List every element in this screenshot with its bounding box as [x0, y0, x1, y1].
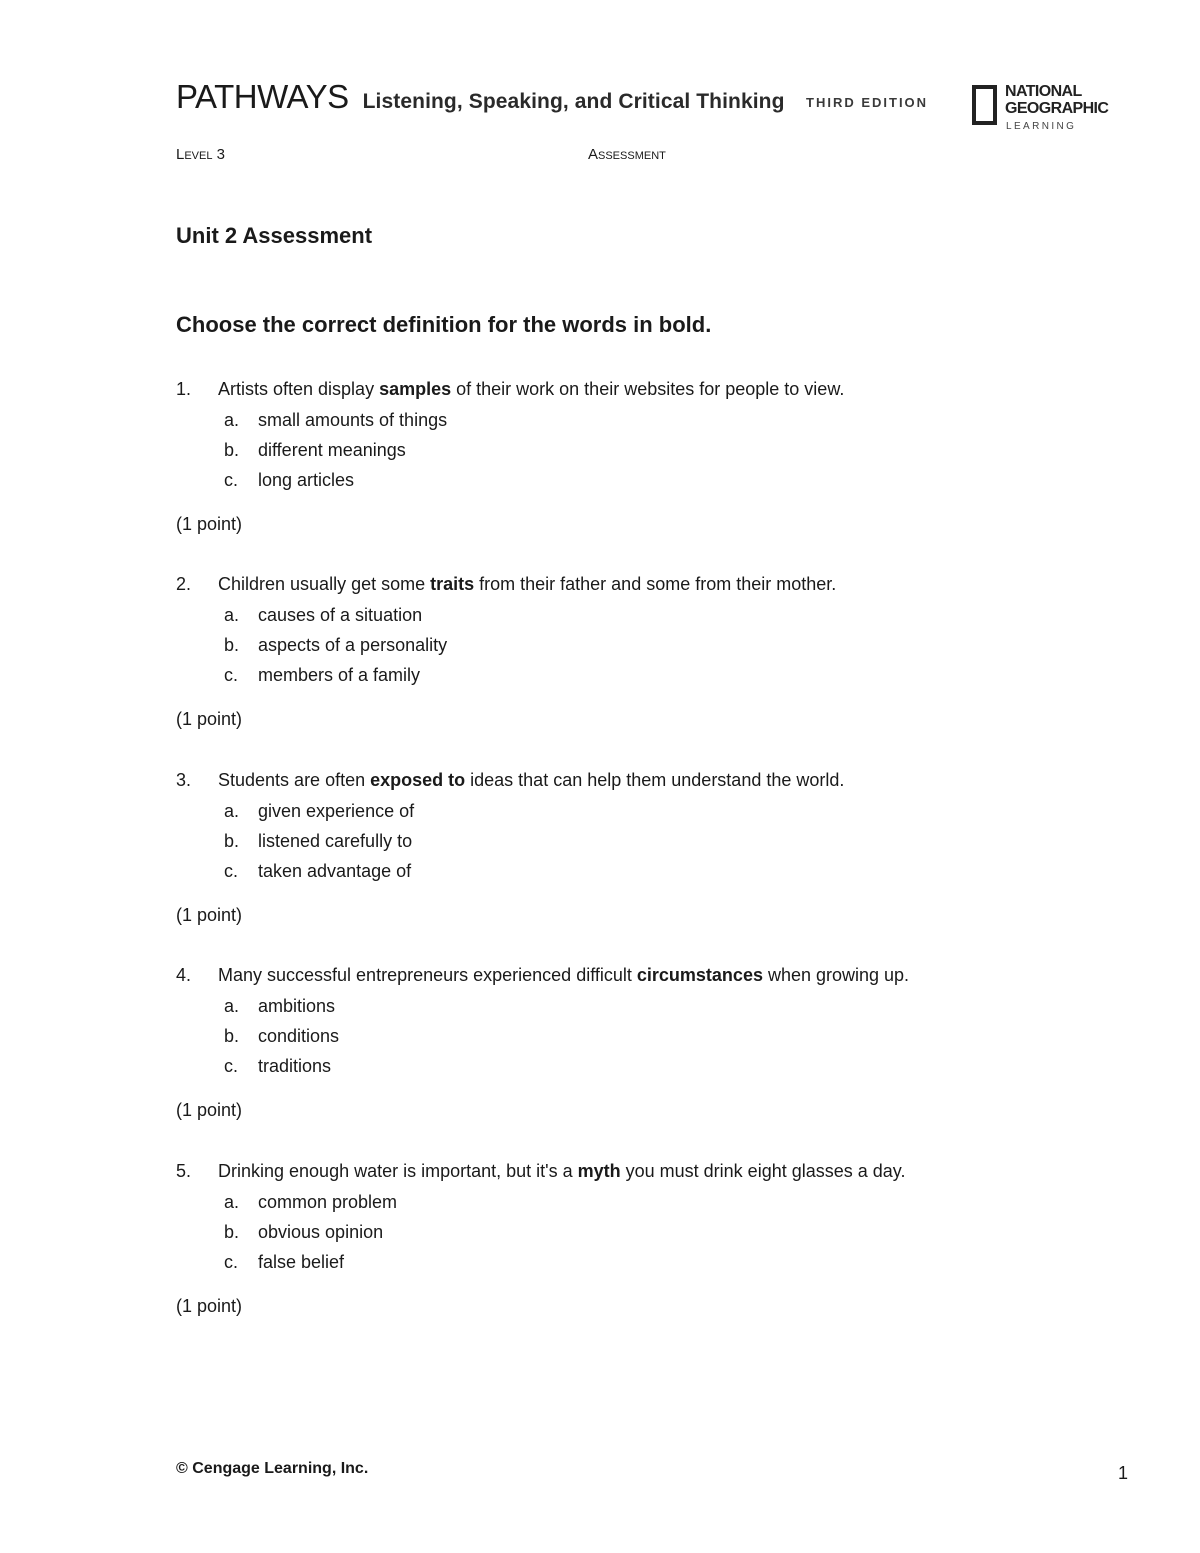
option-text: given experience of	[258, 801, 415, 821]
option-text: listened carefully to	[258, 831, 413, 851]
question-number: 3.	[176, 770, 192, 790]
option-text: traditions	[258, 1056, 332, 1076]
option-letter: a.	[224, 1192, 240, 1212]
option-letter: c.	[224, 1056, 239, 1076]
option-letter: c.	[224, 470, 239, 490]
logo-line-geographic: GEOGRAPHIC	[1005, 100, 1109, 117]
option-letter: c.	[224, 1252, 239, 1272]
copyright-notice: © Cengage Learning, Inc.	[176, 1460, 369, 1477]
question-text: Many successful entrepreneurs experienced difficult circumstances when growing up.	[218, 965, 910, 985]
option-text: aspects of a personality	[258, 635, 448, 655]
point-value: (1 point)	[176, 905, 243, 925]
option-text: obvious opinion	[258, 1222, 384, 1242]
point-value: (1 point)	[176, 1296, 243, 1316]
option-letter: b.	[224, 440, 240, 460]
question-2	[176, 573, 1076, 730]
pathways-brand	[176, 78, 785, 118]
question-text: Children usually get some traits from their father and some from their mother.	[218, 574, 837, 594]
option-letter: b.	[224, 831, 240, 851]
point-value: (1 point)	[176, 709, 243, 729]
option-c	[176, 860, 1076, 890]
instruction-heading: Choose the correct definition for the words in bold.	[176, 312, 712, 337]
pathways-wordmark: PATHWAYS	[176, 78, 349, 115]
level-label: Level 3	[176, 146, 225, 163]
option-text: ambitions	[258, 996, 336, 1016]
question-text: Drinking enough water is important, but it's a myth you must drink eight glasses a day.	[218, 1161, 906, 1181]
logo-line-learning: LEARNING	[1006, 121, 1077, 132]
question-stem	[176, 769, 1076, 800]
question-number: 1.	[176, 379, 192, 399]
option-text: common problem	[258, 1192, 398, 1212]
option-letter: a.	[224, 605, 240, 625]
option-text: taken advantage of	[258, 861, 412, 881]
option-c	[176, 664, 1076, 694]
page-number: 1	[1118, 1463, 1129, 1483]
edition-label: THIRD EDITION	[806, 95, 929, 110]
bold-term: samples	[379, 379, 452, 399]
question-stem	[176, 573, 1076, 604]
page-title: Unit 2 Assessment	[176, 223, 373, 248]
option-c	[176, 469, 1076, 499]
question-5	[176, 1160, 1076, 1317]
option-letter: b.	[224, 635, 240, 655]
option-text: false belief	[258, 1252, 345, 1272]
question-stem	[176, 1160, 1076, 1191]
option-text: conditions	[258, 1026, 340, 1046]
option-letter: c.	[224, 665, 239, 685]
option-c	[176, 1055, 1076, 1085]
yellow-border-icon	[972, 85, 997, 125]
option-text: long articles	[258, 470, 355, 490]
option-text: small amounts of things	[258, 410, 448, 430]
question-stem	[176, 378, 1076, 409]
question-text: Students are often exposed to ideas that can help them understand the world.	[218, 770, 845, 790]
question-text: Artists often display samples of their work on their websites for people to view.	[218, 379, 845, 399]
option-text: causes of a situation	[258, 605, 423, 625]
option-letter: b.	[224, 1222, 240, 1242]
bold-term: traits	[430, 574, 475, 594]
bold-term: circumstances	[636, 965, 763, 985]
question-4	[176, 964, 1076, 1121]
option-b	[176, 1221, 1076, 1251]
option-text: different meanings	[258, 440, 406, 460]
question-1	[176, 378, 1076, 535]
bold-term: exposed to	[370, 770, 466, 790]
question-number: 5.	[176, 1161, 192, 1181]
bold-term: myth	[577, 1161, 621, 1181]
option-b	[176, 1025, 1076, 1055]
option-b	[176, 439, 1076, 469]
option-letter: c.	[224, 861, 239, 881]
question-3	[176, 769, 1076, 926]
option-text: members of a family	[258, 665, 421, 685]
option-letter: b.	[224, 1026, 240, 1046]
question-stem	[176, 964, 1076, 995]
series-subtitle: Listening, Speaking, and Critical Thinking	[362, 90, 785, 113]
option-a	[176, 409, 1076, 439]
option-c	[176, 1251, 1076, 1281]
document-type-label: Assessment	[588, 146, 666, 163]
national-geographic-logo	[970, 83, 1110, 137]
option-b	[176, 634, 1076, 664]
question-number: 2.	[176, 574, 192, 594]
option-letter: a.	[224, 801, 240, 821]
point-value: (1 point)	[176, 1100, 243, 1120]
option-letter: a.	[224, 996, 240, 1016]
option-a	[176, 995, 1076, 1025]
option-a	[176, 604, 1076, 634]
option-b	[176, 830, 1076, 860]
option-a	[176, 800, 1076, 830]
question-number: 4.	[176, 965, 192, 985]
point-value: (1 point)	[176, 514, 243, 534]
option-letter: a.	[224, 410, 240, 430]
option-a	[176, 1191, 1076, 1221]
logo-line-national: NATIONAL	[1005, 83, 1082, 100]
